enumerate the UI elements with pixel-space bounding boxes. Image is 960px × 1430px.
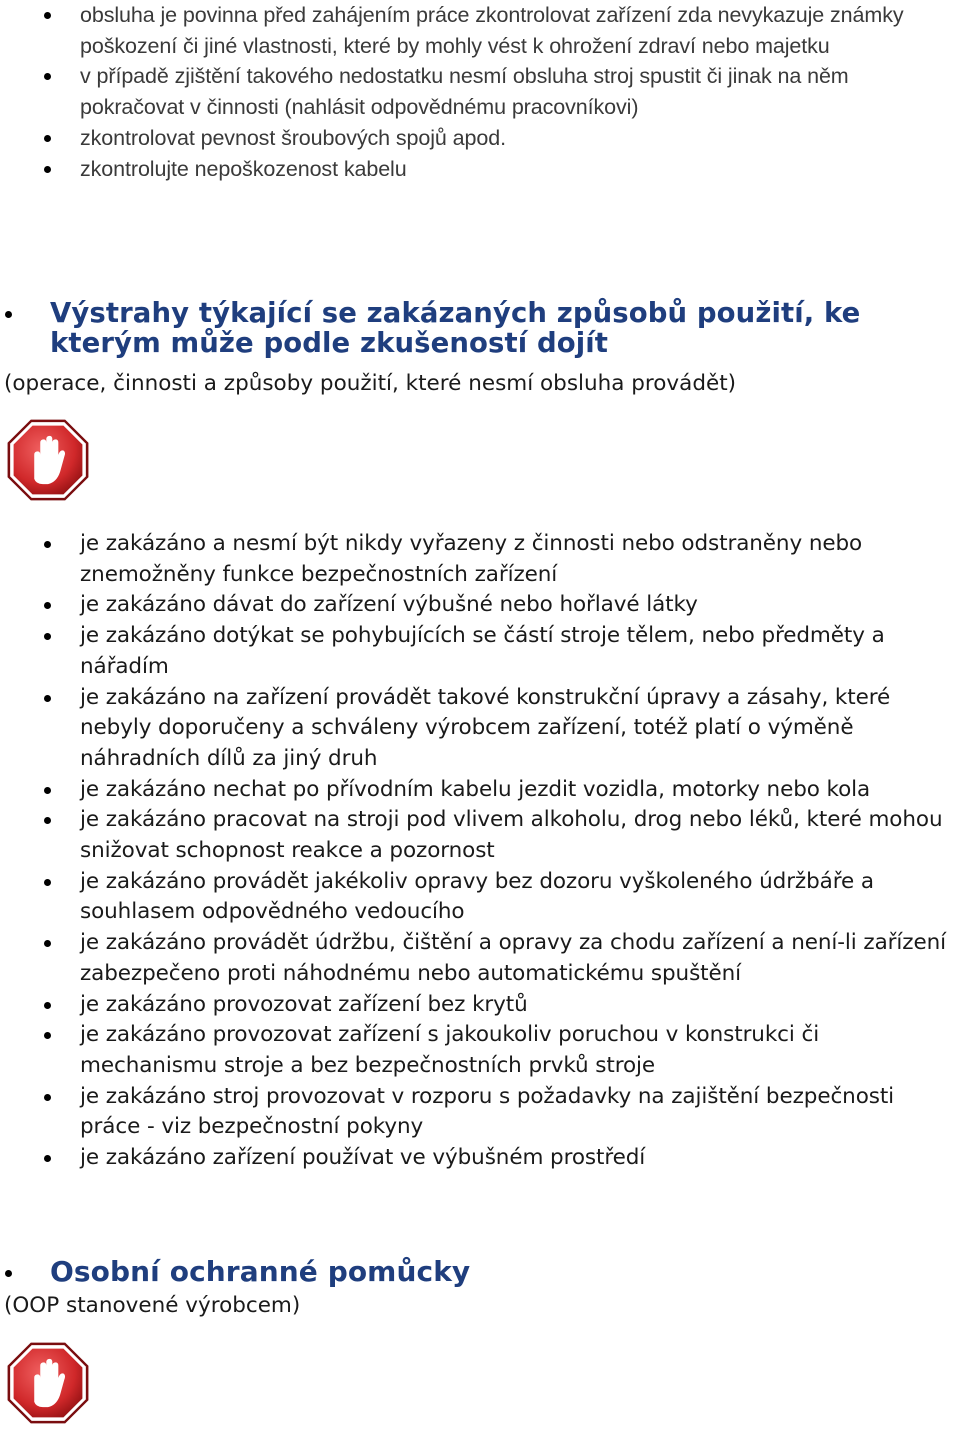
list-item: je zakázáno a nesmí být nikdy vyřazeny z činnosti nebo odstraněny nebo znemožněny funkce bezpečnostních zařízení: [0, 529, 960, 590]
list-item: obsluha je povinna před zahájením práce zkontrolovat zařízení zda nevykazuje známky poškození či jiné vlastnosti, které by mohly vést k ohrožení zdraví nebo majetku: [0, 0, 960, 61]
prohibited-list: [0, 529, 960, 1174]
section-heading-ppe: [0, 1257, 960, 1291]
section-title: Osobní ochranné pomůcky: [50, 1255, 471, 1288]
section-subtitle: (OOP stanovené výrobcem): [4, 1293, 301, 1318]
list-item: je zakázáno dávat do zařízení výbušné nebo hořlavé látky: [0, 590, 960, 621]
list-item: je zakázáno provozovat zařízení bez krytů: [0, 990, 960, 1021]
list-item: je zakázáno zařízení používat ve výbušném prostředí: [0, 1143, 960, 1174]
list-item: je zakázáno na zařízení provádět takové konstrukční úpravy a zásahy, které nebyly doporučeny a schváleny výrobcem zařízení, totéž platí o výměně náhradních dílů za jiný druh: [0, 683, 960, 775]
list-item: je zakázáno provádět jakékoliv opravy bez dozoru vyškoleného údržbáře a souhlasem odpovědného vedoucího: [0, 867, 960, 928]
list-item: je zakázáno stroj provozovat v rozporu s požadavky na zajištění bezpečnosti práce - viz bezpečnostní pokyny: [0, 1082, 960, 1143]
list-item: je zakázáno pracovat na stroji pod vlivem alkoholu, drog nebo léků, které mohou snižovat schopnost reakce a pozornost: [0, 805, 960, 866]
list-item: je zakázáno nechat po přívodním kabelu jezdit vozidla, motorky nebo kola: [0, 775, 960, 806]
list-item: je zakázáno provádět údržbu, čištění a opravy za chodu zařízení a není-li zařízení zabezpečeno proti náhodnému nebo automatickému spuštění: [0, 928, 960, 989]
bullet: [5, 311, 12, 318]
list-item: v případě zjištění takového nedostatku nesmí obsluha stroj spustit či jinak na něm pokračovat v činnosti (nahlásit odpovědnému pracovníkovi): [0, 61, 960, 122]
list-item: je zakázáno dotýkat se pohybujících se částí stroje tělem, nebo předměty a nářadím: [0, 621, 960, 682]
list-item: zkontrolovat pevnost šroubových spojů apod.: [0, 123, 960, 154]
bullet: [5, 1270, 12, 1277]
stop-hand-icon: [5, 417, 91, 503]
section-title: Výstrahy týkající se zakázaných způsobů použití, ke kterým může podle zkušeností dojít: [50, 297, 861, 359]
section-subtitle: (operace, činnosti a způsoby použití, které nesmí obsluha provádět): [4, 371, 737, 396]
inspection-list: [0, 0, 960, 184]
list-item: zkontrolujte nepoškozenost kabelu: [0, 154, 960, 185]
list-item: je zakázáno provozovat zařízení s jakoukoliv poruchou v konstrukci či mechanismu stroje a bez bezpečnostních prvků stroje: [0, 1020, 960, 1081]
stop-hand-icon: [5, 1340, 91, 1426]
section-heading-warnings: [0, 298, 960, 368]
